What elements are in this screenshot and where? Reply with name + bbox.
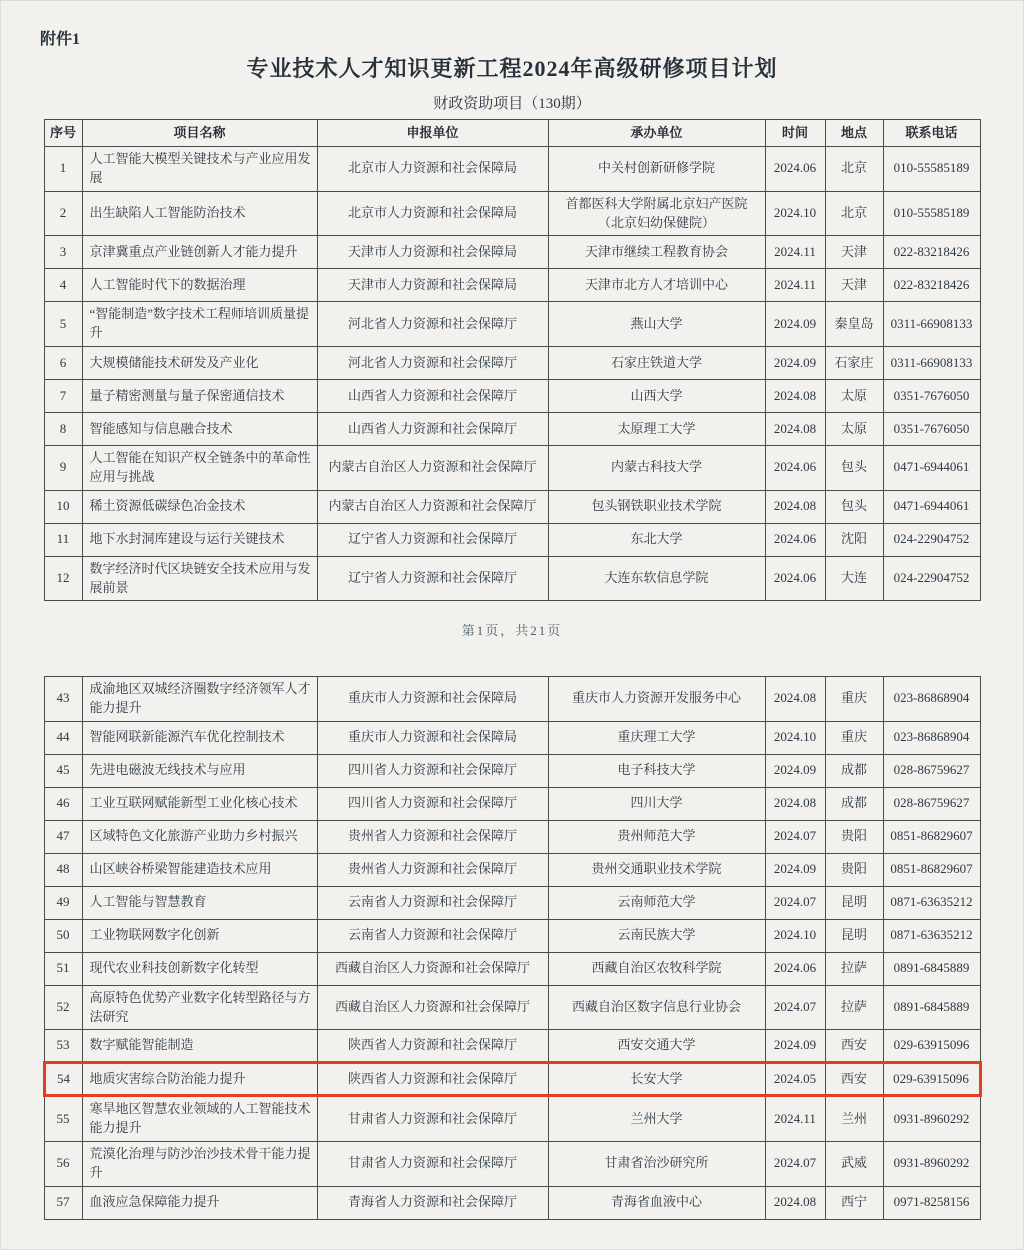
cell-location: 北京 xyxy=(825,147,883,192)
cell-location: 成都 xyxy=(825,754,883,787)
cell-no: 51 xyxy=(44,952,82,985)
projects-table-page2 xyxy=(43,676,982,1220)
cell-time: 2024.08 xyxy=(765,380,825,413)
table-row xyxy=(44,147,980,192)
cell-name: 工业物联网数字化创新 xyxy=(82,919,317,952)
cell-host: 内蒙古科技大学 xyxy=(548,446,765,491)
cell-name: 稀土资源低碳绿色冶金技术 xyxy=(82,490,317,523)
cell-phone: 023-86868904 xyxy=(883,721,980,754)
cell-host: 青海省血液中心 xyxy=(548,1186,765,1219)
cell-time: 2024.08 xyxy=(765,1186,825,1219)
cell-no: 1 xyxy=(44,147,82,192)
cell-applicant: 四川省人力资源和社会保障厅 xyxy=(317,787,548,820)
cell-no: 55 xyxy=(44,1096,82,1142)
cell-phone: 0891-6845889 xyxy=(883,985,980,1030)
cell-name: 高原特色优势产业数字化转型路径与方法研究 xyxy=(82,985,317,1030)
cell-host: 电子科技大学 xyxy=(548,754,765,787)
cell-name: 地质灾害综合防治能力提升 xyxy=(82,1063,317,1096)
cell-location: 兰州 xyxy=(825,1096,883,1142)
cell-no: 50 xyxy=(44,919,82,952)
cell-host: 四川大学 xyxy=(548,787,765,820)
cell-applicant: 西藏自治区人力资源和社会保障厅 xyxy=(317,985,548,1030)
cell-no: 7 xyxy=(44,380,82,413)
cell-applicant: 西藏自治区人力资源和社会保障厅 xyxy=(317,952,548,985)
cell-no: 45 xyxy=(44,754,82,787)
cell-host: 首都医科大学附属北京妇产医院（北京妇幼保健院） xyxy=(548,191,765,236)
cell-no: 5 xyxy=(44,302,82,347)
cell-host: 西藏自治区数字信息行业协会 xyxy=(548,985,765,1030)
cell-host: 包头钢铁职业技术学院 xyxy=(548,490,765,523)
cell-host: 云南民族大学 xyxy=(548,919,765,952)
cell-location: 昆明 xyxy=(825,886,883,919)
cell-host: 兰州大学 xyxy=(548,1096,765,1142)
cell-location: 重庆 xyxy=(825,677,883,722)
table-row xyxy=(44,820,980,853)
cell-name: 先进电磁波无线技术与应用 xyxy=(82,754,317,787)
cell-applicant: 内蒙古自治区人力资源和社会保障厅 xyxy=(317,490,548,523)
cell-phone: 0931-8960292 xyxy=(883,1096,980,1142)
cell-name: 成渝地区双城经济圈数字经济领军人才能力提升 xyxy=(82,677,317,722)
cell-host: 燕山大学 xyxy=(548,302,765,347)
cell-time: 2024.11 xyxy=(765,236,825,269)
table-row xyxy=(44,952,980,985)
cell-no: 10 xyxy=(44,490,82,523)
table-row xyxy=(44,985,980,1030)
cell-location: 成都 xyxy=(825,787,883,820)
cell-location: 秦皇岛 xyxy=(825,302,883,347)
cell-name: 智能网联新能源汽车优化控制技术 xyxy=(82,721,317,754)
cell-location: 西安 xyxy=(825,1030,883,1063)
cell-no: 46 xyxy=(44,787,82,820)
cell-name: 数字经济时代区块链安全技术应用与发展前景 xyxy=(82,556,317,601)
cell-host: 长安大学 xyxy=(548,1063,765,1096)
table-row xyxy=(44,721,980,754)
cell-no: 3 xyxy=(44,236,82,269)
cell-location: 贵阳 xyxy=(825,820,883,853)
header-cell-6: 联系电话 xyxy=(883,120,980,147)
cell-phone: 0871-63635212 xyxy=(883,919,980,952)
cell-phone: 0971-8258156 xyxy=(883,1186,980,1219)
table-row xyxy=(44,269,980,302)
header-cell-4: 时间 xyxy=(765,120,825,147)
cell-phone: 0931-8960292 xyxy=(883,1142,980,1187)
cell-applicant: 北京市人力资源和社会保障局 xyxy=(317,191,548,236)
cell-phone: 0351-7676050 xyxy=(883,380,980,413)
cell-time: 2024.09 xyxy=(765,347,825,380)
cell-time: 2024.06 xyxy=(765,556,825,601)
cell-applicant: 辽宁省人力资源和社会保障厅 xyxy=(317,556,548,601)
cell-location: 西安 xyxy=(825,1063,883,1096)
cell-location: 拉萨 xyxy=(825,985,883,1030)
cell-time: 2024.09 xyxy=(765,1030,825,1063)
cell-no: 2 xyxy=(44,191,82,236)
cell-host: 云南师范大学 xyxy=(548,886,765,919)
cell-location: 沈阳 xyxy=(825,523,883,556)
cell-time: 2024.08 xyxy=(765,787,825,820)
cell-phone: 024-22904752 xyxy=(883,556,980,601)
cell-name: 智能感知与信息融合技术 xyxy=(82,413,317,446)
table-row xyxy=(44,853,980,886)
cell-location: 包头 xyxy=(825,446,883,491)
cell-no: 47 xyxy=(44,820,82,853)
cell-location: 昆明 xyxy=(825,919,883,952)
cell-name: 人工智能与智慧教育 xyxy=(82,886,317,919)
cell-name: 山区峡谷桥梁智能建造技术应用 xyxy=(82,853,317,886)
cell-no: 48 xyxy=(44,853,82,886)
table-row xyxy=(44,347,980,380)
table-header xyxy=(44,120,980,147)
cell-applicant: 河北省人力资源和社会保障厅 xyxy=(317,347,548,380)
cell-name: 人工智能在知识产权全链条中的革命性应用与挑战 xyxy=(82,446,317,491)
table-row xyxy=(44,754,980,787)
cell-no: 12 xyxy=(44,556,82,601)
cell-time: 2024.08 xyxy=(765,677,825,722)
cell-phone: 028-86759627 xyxy=(883,754,980,787)
cell-no: 43 xyxy=(44,677,82,722)
cell-name: 人工智能大模型关键技术与产业应用发展 xyxy=(82,147,317,192)
cell-applicant: 辽宁省人力资源和社会保障厅 xyxy=(317,523,548,556)
table-row xyxy=(44,380,980,413)
cell-host: 天津市北方人才培训中心 xyxy=(548,269,765,302)
cell-location: 贵阳 xyxy=(825,853,883,886)
cell-no: 52 xyxy=(44,985,82,1030)
cell-location: 北京 xyxy=(825,191,883,236)
table-row xyxy=(44,446,980,491)
cell-time: 2024.11 xyxy=(765,269,825,302)
cell-no: 56 xyxy=(44,1142,82,1187)
cell-location: 包头 xyxy=(825,490,883,523)
cell-applicant: 陕西省人力资源和社会保障厅 xyxy=(317,1063,548,1096)
table-row xyxy=(44,523,980,556)
cell-name: 寒旱地区智慧农业领域的人工智能技术能力提升 xyxy=(82,1096,317,1142)
cell-time: 2024.06 xyxy=(765,523,825,556)
cell-applicant: 云南省人力资源和社会保障厅 xyxy=(317,886,548,919)
cell-location: 拉萨 xyxy=(825,952,883,985)
cell-phone: 029-63915096 xyxy=(883,1030,980,1063)
table-row xyxy=(44,787,980,820)
cell-phone: 022-83218426 xyxy=(883,269,980,302)
page-footer: 第1页，共21页 xyxy=(461,623,563,638)
cell-no: 57 xyxy=(44,1186,82,1219)
cell-host: 太原理工大学 xyxy=(548,413,765,446)
cell-time: 2024.10 xyxy=(765,191,825,236)
cell-phone: 024-22904752 xyxy=(883,523,980,556)
cell-no: 8 xyxy=(44,413,82,446)
table-row xyxy=(44,413,980,446)
cell-host: 中关村创新研修学院 xyxy=(548,147,765,192)
cell-applicant: 北京市人力资源和社会保障局 xyxy=(317,147,548,192)
cell-host: 大连东软信息学院 xyxy=(548,556,765,601)
cell-no: 49 xyxy=(44,886,82,919)
cell-name: 量子精密测量与量子保密通信技术 xyxy=(82,380,317,413)
cell-host: 山西大学 xyxy=(548,380,765,413)
cell-location: 天津 xyxy=(825,269,883,302)
table-row xyxy=(44,236,980,269)
cell-name: 出生缺陷人工智能防治技术 xyxy=(82,191,317,236)
cell-location: 大连 xyxy=(825,556,883,601)
cell-applicant: 云南省人力资源和社会保障厅 xyxy=(317,919,548,952)
cell-name: 数字赋能智能制造 xyxy=(82,1030,317,1063)
cell-time: 2024.09 xyxy=(765,754,825,787)
cell-name: 区域特色文化旅游产业助力乡村振兴 xyxy=(82,820,317,853)
cell-phone: 0471-6944061 xyxy=(883,446,980,491)
cell-time: 2024.09 xyxy=(765,853,825,886)
page-title: 专业技术人才知识更新工程2024年高级研修项目计划 xyxy=(246,56,778,81)
cell-time: 2024.06 xyxy=(765,147,825,192)
header-cell-0: 序号 xyxy=(44,120,82,147)
cell-phone: 028-86759627 xyxy=(883,787,980,820)
header-cell-2: 申报单位 xyxy=(317,120,548,147)
header-cell-1: 项目名称 xyxy=(82,120,317,147)
cell-time: 2024.06 xyxy=(765,952,825,985)
cell-applicant: 陕西省人力资源和社会保障厅 xyxy=(317,1030,548,1063)
cell-host: 西安交通大学 xyxy=(548,1030,765,1063)
cell-applicant: 重庆市人力资源和社会保障局 xyxy=(317,677,548,722)
cell-phone: 0851-86829607 xyxy=(883,853,980,886)
cell-applicant: 甘肃省人力资源和社会保障厅 xyxy=(317,1142,548,1187)
cell-name: 人工智能时代下的数据治理 xyxy=(82,269,317,302)
cell-name: 地下水封洞库建设与运行关键技术 xyxy=(82,523,317,556)
projects-table-page2-container xyxy=(0,676,1024,1220)
cell-applicant: 山西省人力资源和社会保障厅 xyxy=(317,413,548,446)
cell-no: 4 xyxy=(44,269,82,302)
cell-location: 天津 xyxy=(825,236,883,269)
cell-time: 2024.08 xyxy=(765,413,825,446)
cell-phone: 023-86868904 xyxy=(883,677,980,722)
cell-applicant: 内蒙古自治区人力资源和社会保障厅 xyxy=(317,446,548,491)
cell-applicant: 贵州省人力资源和社会保障厅 xyxy=(317,820,548,853)
cell-applicant: 甘肃省人力资源和社会保障厅 xyxy=(317,1096,548,1142)
cell-name: 血液应急保障能力提升 xyxy=(82,1186,317,1219)
page-subtitle: 财政资助项目（130期） xyxy=(433,96,591,112)
cell-phone: 010-55585189 xyxy=(883,147,980,192)
cell-location: 重庆 xyxy=(825,721,883,754)
header-cell-5: 地点 xyxy=(825,120,883,147)
cell-location: 太原 xyxy=(825,380,883,413)
cell-applicant: 天津市人力资源和社会保障局 xyxy=(317,269,548,302)
table-row xyxy=(44,886,980,919)
cell-no: 54 xyxy=(44,1063,82,1096)
table-row xyxy=(44,919,980,952)
cell-phone: 0851-86829607 xyxy=(883,820,980,853)
cell-time: 2024.11 xyxy=(765,1096,825,1142)
cell-phone: 0351-7676050 xyxy=(883,413,980,446)
table-row xyxy=(44,1186,980,1219)
cell-time: 2024.07 xyxy=(765,1142,825,1187)
cell-phone: 0311-66908133 xyxy=(883,347,980,380)
cell-name: 大规模储能技术研发及产业化 xyxy=(82,347,317,380)
cell-no: 9 xyxy=(44,446,82,491)
projects-table-page1 xyxy=(44,119,981,601)
cell-name: 现代农业科技创新数字化转型 xyxy=(82,952,317,985)
cell-location: 西宁 xyxy=(825,1186,883,1219)
cell-applicant: 四川省人力资源和社会保障厅 xyxy=(317,754,548,787)
cell-host: 甘肃省治沙研究所 xyxy=(548,1142,765,1187)
cell-host: 东北大学 xyxy=(548,523,765,556)
cell-applicant: 河北省人力资源和社会保障厅 xyxy=(317,302,548,347)
cell-applicant: 青海省人力资源和社会保障厅 xyxy=(317,1186,548,1219)
cell-phone: 0871-63635212 xyxy=(883,886,980,919)
cell-time: 2024.07 xyxy=(765,886,825,919)
cell-no: 6 xyxy=(44,347,82,380)
cell-phone: 0891-6845889 xyxy=(883,952,980,985)
cell-host: 西藏自治区农牧科学院 xyxy=(548,952,765,985)
cell-location: 石家庄 xyxy=(825,347,883,380)
cell-host: 重庆理工大学 xyxy=(548,721,765,754)
table-row xyxy=(44,556,980,601)
table-row xyxy=(44,677,980,722)
cell-time: 2024.07 xyxy=(765,820,825,853)
cell-name: 京津冀重点产业链创新人才能力提升 xyxy=(82,236,317,269)
table-row-highlighted xyxy=(44,1063,980,1096)
cell-no: 44 xyxy=(44,721,82,754)
cell-name: 工业互联网赋能新型工业化核心技术 xyxy=(82,787,317,820)
cell-applicant: 重庆市人力资源和社会保障局 xyxy=(317,721,548,754)
table-row xyxy=(44,1096,980,1142)
table-row xyxy=(44,1030,980,1063)
cell-name: “智能制造”数字技术工程师培训质量提升 xyxy=(82,302,317,347)
cell-host: 贵州交通职业技术学院 xyxy=(548,853,765,886)
cell-no: 53 xyxy=(44,1030,82,1063)
cell-time: 2024.09 xyxy=(765,302,825,347)
cell-host: 重庆市人力资源开发服务中心 xyxy=(548,677,765,722)
cell-phone: 029-63915096 xyxy=(883,1063,980,1096)
cell-location: 太原 xyxy=(825,413,883,446)
cell-phone: 022-83218426 xyxy=(883,236,980,269)
cell-time: 2024.08 xyxy=(765,490,825,523)
cell-time: 2024.06 xyxy=(765,446,825,491)
cell-phone: 010-55585189 xyxy=(883,191,980,236)
cell-phone: 0471-6944061 xyxy=(883,490,980,523)
header-cell-3: 承办单位 xyxy=(548,120,765,147)
table-header-row xyxy=(44,120,980,147)
cell-time: 2024.10 xyxy=(765,721,825,754)
cell-name: 荒漠化治理与防沙治沙技术骨干能力提升 xyxy=(82,1142,317,1187)
table-row xyxy=(44,490,980,523)
projects-table-page1-container xyxy=(0,119,1024,601)
attachment-label: 附件1 xyxy=(40,31,81,48)
cell-time: 2024.05 xyxy=(765,1063,825,1096)
table-row xyxy=(44,1142,980,1187)
cell-applicant: 山西省人力资源和社会保障厅 xyxy=(317,380,548,413)
cell-host: 石家庄铁道大学 xyxy=(548,347,765,380)
cell-host: 贵州师范大学 xyxy=(548,820,765,853)
cell-host: 天津市继续工程教育协会 xyxy=(548,236,765,269)
cell-applicant: 天津市人力资源和社会保障局 xyxy=(317,236,548,269)
table-row xyxy=(44,191,980,236)
cell-no: 11 xyxy=(44,523,82,556)
cell-phone: 0311-66908133 xyxy=(883,302,980,347)
cell-location: 武威 xyxy=(825,1142,883,1187)
table-row xyxy=(44,302,980,347)
cell-time: 2024.10 xyxy=(765,919,825,952)
cell-applicant: 贵州省人力资源和社会保障厅 xyxy=(317,853,548,886)
cell-time: 2024.07 xyxy=(765,985,825,1030)
